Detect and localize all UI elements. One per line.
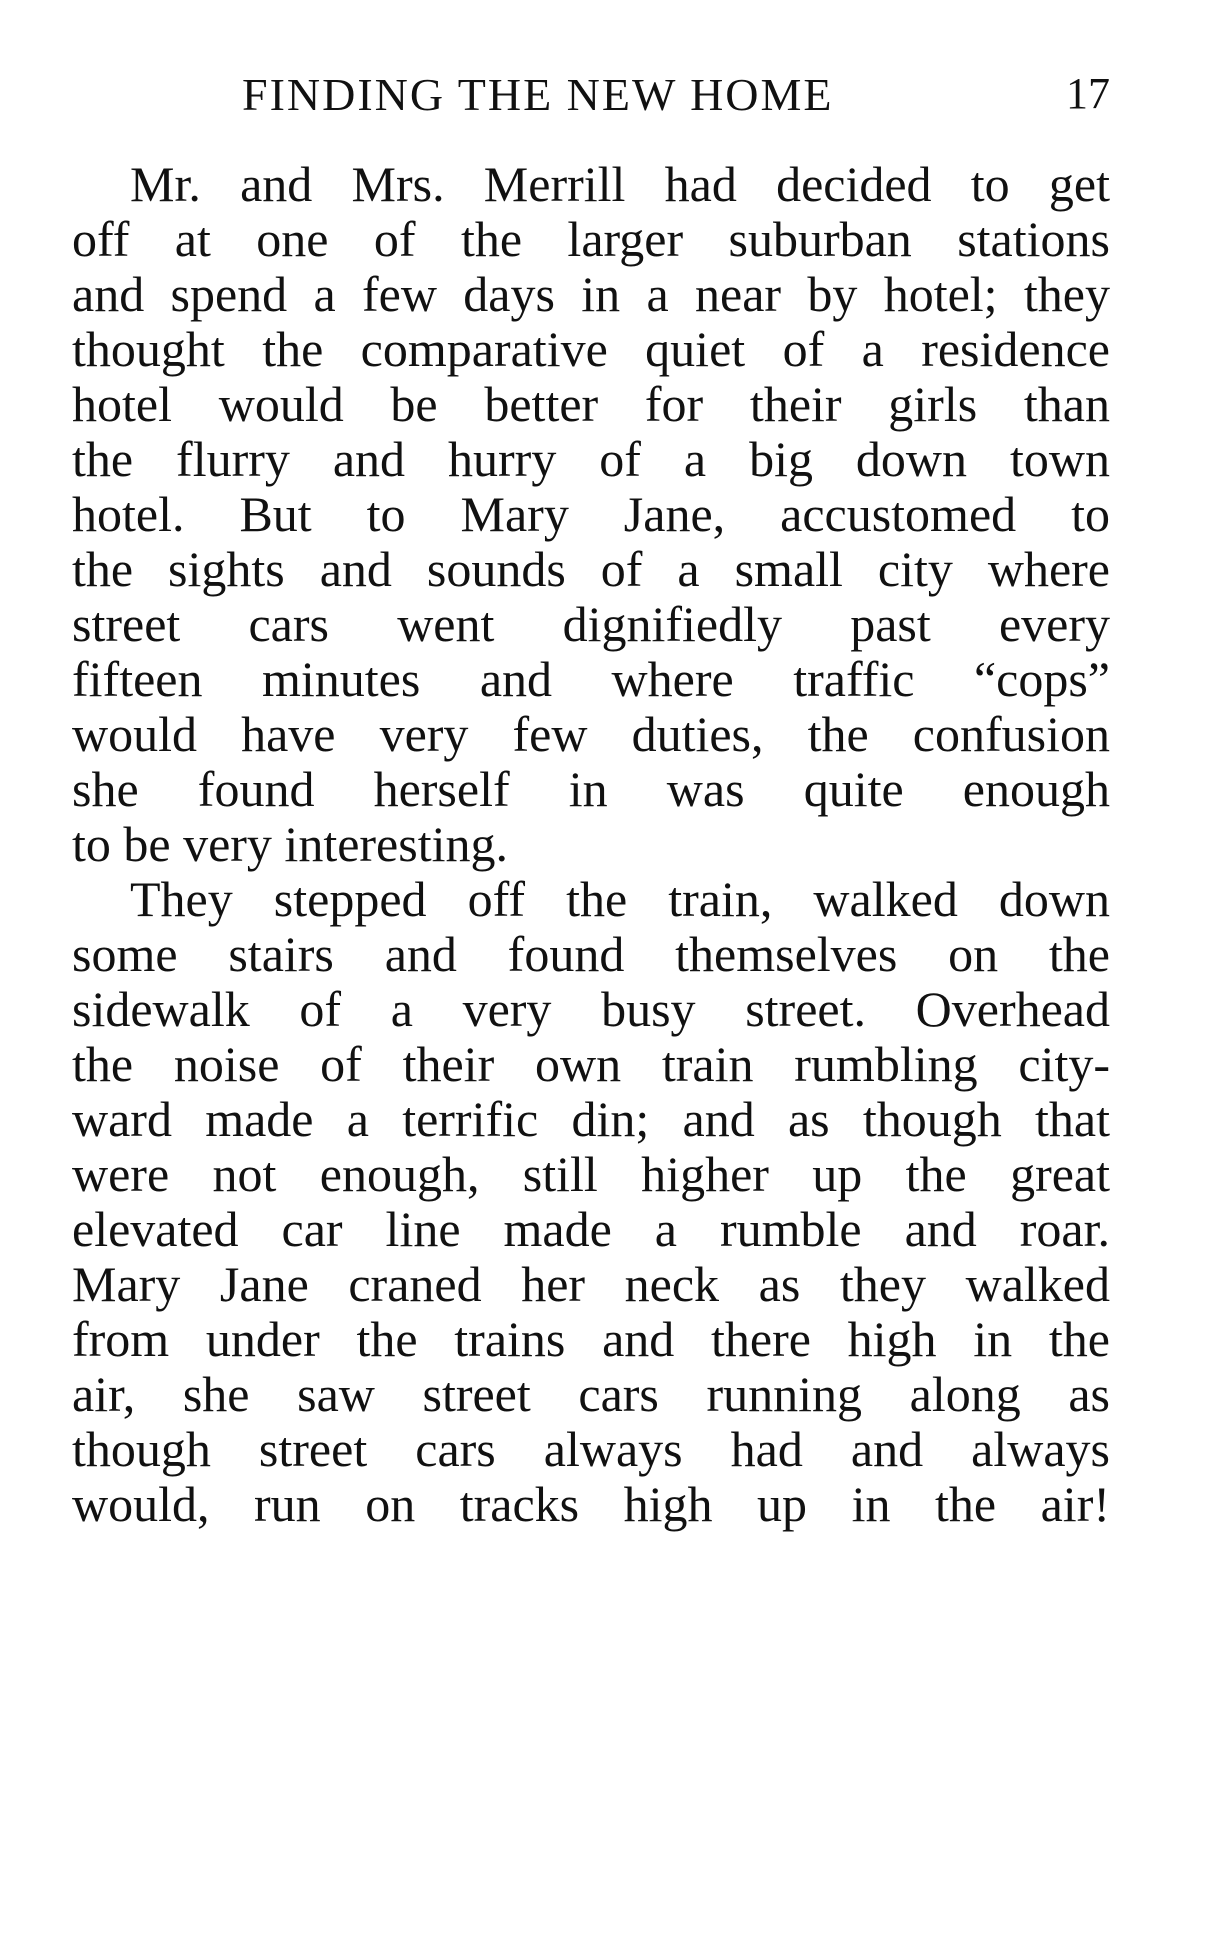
text-line: though street cars always had and always — [72, 1421, 1110, 1477]
text-line: sidewalk of a very busy street. Overhead — [72, 981, 1110, 1037]
text-line: the noise of their own train rumbling city- — [72, 1036, 1110, 1092]
text-line: would, run on tracks high up in the air! — [72, 1476, 1110, 1532]
text-line: air, she saw street cars running along as — [72, 1366, 1110, 1422]
text-line: the flurry and hurry of a big down town — [72, 431, 1110, 487]
text-line: were not enough, still higher up the great — [72, 1146, 1110, 1202]
text-line: would have very few duties, the confusion — [72, 706, 1110, 762]
text-line: elevated car line made a rumble and roar. — [72, 1201, 1110, 1257]
text-line: hotel. But to Mary Jane, accustomed to — [72, 486, 1110, 542]
text-line: some stairs and found themselves on the — [72, 926, 1110, 982]
text-line: fifteen minutes and where traffic “cops” — [72, 651, 1110, 707]
text-line: They stepped off the train, walked down — [130, 871, 1110, 927]
text-line: ward made a terrific din; and as though that — [72, 1091, 1110, 1147]
text-line: thought the comparative quiet of a residence — [72, 321, 1110, 377]
text-line: street cars went dignifiedly past every — [72, 596, 1110, 652]
text-line: Mr. and Mrs. Merrill had decided to get — [130, 156, 1110, 212]
running-head — [72, 68, 1110, 128]
text-line: off at one of the larger suburban stations — [72, 211, 1110, 267]
page-number: 17 — [1066, 69, 1110, 118]
text-line: to be very interesting. — [72, 816, 508, 872]
text-line: and spend a few days in a near by hotel; they — [72, 266, 1110, 322]
text-line: from under the trains and there high in the — [72, 1311, 1110, 1367]
text-line: the sights and sounds of a small city where — [72, 541, 1110, 597]
running-head-title: FINDING THE NEW HOME — [242, 69, 834, 120]
text-line: she found herself in was quite enough — [72, 761, 1110, 817]
text-line: hotel would be better for their girls than — [72, 376, 1110, 432]
text-line: Mary Jane craned her neck as they walked — [72, 1256, 1110, 1312]
